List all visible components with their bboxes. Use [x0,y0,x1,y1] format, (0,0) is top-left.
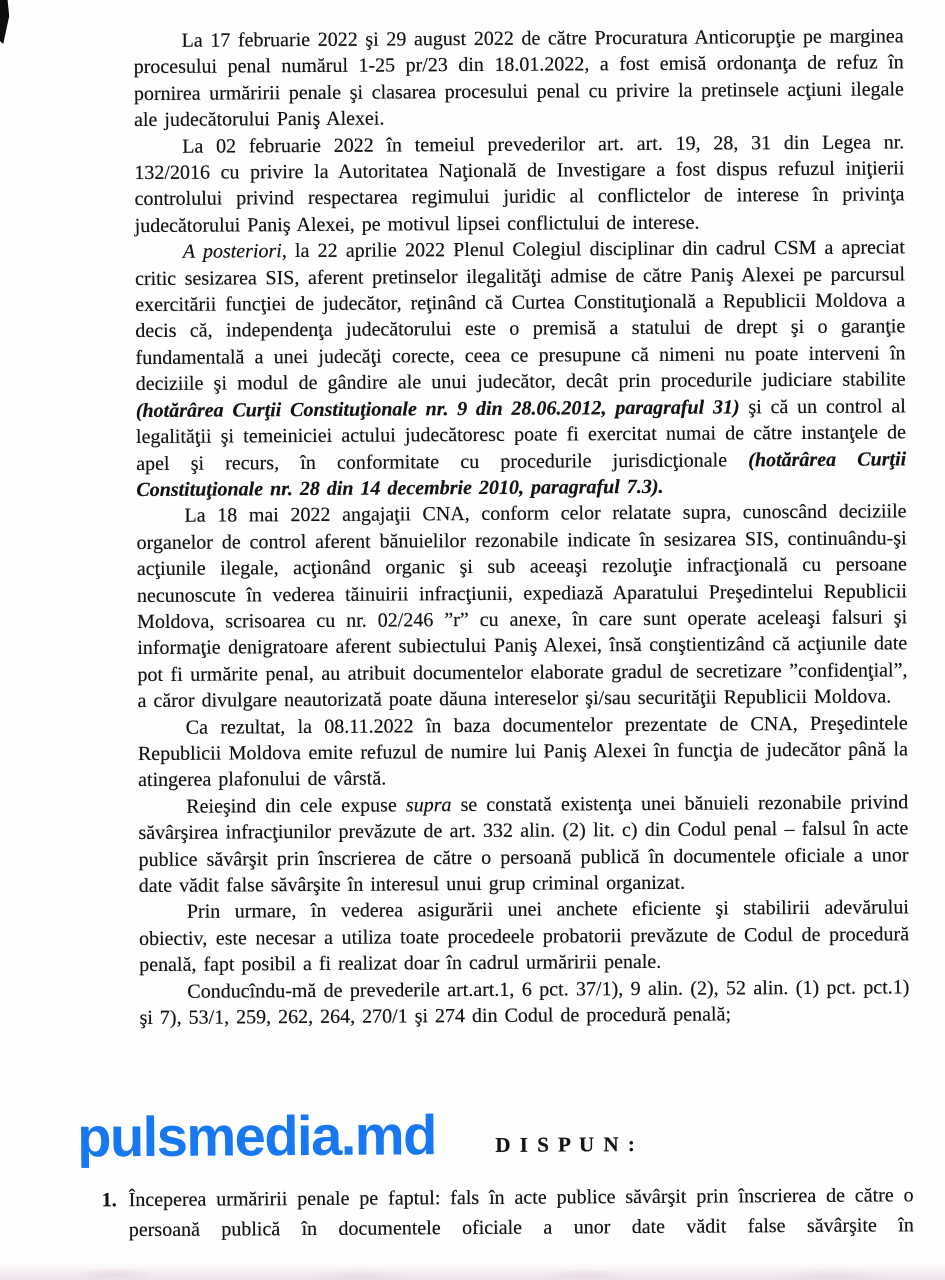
paragraph [136,499,907,715]
text-run: La 02 februarie 2022 în temeiul prevederilor art. art. 19, 28, 31 din Legea nr. 132/2016 cu privire la Autoritatea Naţională de Investigare a fost dispus refuzul iniţierii controlului privind respectarea regimului juridic al conflictelor de interese în privinţa judecătorului Paniş Alexei, pe motivul lipsei conflictului de interese. [134,130,905,237]
list-item [102,1181,914,1245]
paragraph [138,710,908,794]
text-run: (hotărârea Curţii Constituţionale nr. 28 din 14 decembrie 2010, paragraful 7.3). [136,447,907,501]
text-run: (hotărârea Curţii Constituţionale nr. 9 din 28.06.2012, paragraful 31) [135,396,740,422]
text-run: Începerea urmăririi penale pe faptul: fals în acte publice săvârşit prin înscrierea de către o persoană publică în documentele oficiale a unor date vădit false săvârşite în [128,1184,914,1241]
dispun-heading: D I S P U N : [495,1131,637,1157]
text-run: supra [405,793,452,817]
text-run: la 22 aprilie 2022 Plenul Colegiul disciplinar din cadrul CSM a apreciat critic sesizarea SIS, aferent pretinselor ilegalităţi admise de către Paniş Alexei pe parcursul exercitării funcţiei de judecător, reţinând că Curtea Constituţională a Republicii Moldova a decis că, independenţa judecătorului este o premisă a statului de drept şi o garanţie fundamentală a unei judecăţi corecte, ceea ce presupune că nimeni nu poate interveni în deciziile şi modul de gândire ale unui judecător, decât prin procedurile judiciare stabilite [134,236,906,396]
paragraph [135,235,907,504]
text-run: se constată existenţa unei bănuieli rezonabile privind săvârşirea infracţiunilor prevăzute de art. 332 alin. (2) lit. c) din Codul penal – falsul în acte publice săvârşit prin înscrierea de către o persoană publică în documentele oficiale a unor date vădit false săvârşite în interesul unui grup criminal organizat. [138,791,909,898]
text-run: La 18 mai 2022 angajaţii CNA, conform celor relatate supra, cunoscând deciziile organelor de control aferent bănuielilor rezonabile indicate în sesizarea SIS, continuându-şi acţiunile ilegale, acţionând organic şi sub aceeaşi rezoluţie infracţională cu persoane necunoscute în vederea tăinuirii infracţiunii, expediază Aparatului Preşedintelui Republicii Moldova, scrisoarea cu nr. 02/246 ”r” cu anexe, în care sunt operate aceleaşi falsuri şi informaţie denigratoare aferent subiectului Paniş Alexei, însă conştientizând că acţiunile date pot fi urmărite penal, au atribuit documentelor elaborate gradul de secretizare ”confidenţial”, a căror divulgare neautorizată poate dăuna intereselor şi/sau securităţii Republicii Moldova. [136,500,908,713]
text-run: A posteriori, [182,240,287,263]
document-body [133,23,909,1031]
paragraph [133,23,904,133]
text-run: Prin urmare, în vederea asigurării unei anchete eficiente şi stabilirii adevărului obiectiv, este necesar a utiliza toate procedeele probatorii prevăzute de Codul de procedură penală, fapt posibil a fi realizat doar în cadrul urmăririi penale. [138,896,910,977]
text-run: şi că un control al legalităţii şi temeiniciei actului judecătoresc poate fi exercitat numai de către instanţele de apel şi recurs, în conformitate cu procedurile jurisdicţionale [135,395,907,475]
text-run: La 17 februarie 2022 şi 29 august 2022 de către Procuratura Anticorupţie pe marginea procesului penal numărul 1-25 pr/23 din 18.01.2022, a fost emisă ordonanţa de refuz în pornirea urmăririi penale şi clasarea procesului penal cu privire la pretinsele acţiuni ilegale ale judecătorului Paniş Alexei. [133,25,904,132]
scan-bottom-band [0,1262,945,1280]
paragraph [134,129,905,239]
paragraph [139,974,909,1032]
pulsmedia-watermark: pulsmedia.md [77,1103,436,1169]
text-run: Conducîndu-mă de prevederile art.art.1, 6 pct. 37/1), 9 alin. (2), 52 alin. (1) pct. pct.1) şi 7), 53/1, 259, 262, 264, 270/1 şi 274 din Codul de procedură penală; [139,975,910,1030]
text-run: Reieşind din cele expuse [186,794,406,818]
text-run: Ca rezultat, la 08.11.2022 în baza documentelor prezentate de CNA, Preşedintele Republicii Moldova emite refuzul de numire lui Paniş Alexei în funcţia de judecător până la atingerea plafonului de vârstă. [137,711,908,792]
numbered-list [102,1181,914,1245]
list-item-number: 1. [101,1189,117,1212]
paragraph [138,789,909,899]
paragraph [139,895,909,979]
list-item-text [129,1181,914,1245]
